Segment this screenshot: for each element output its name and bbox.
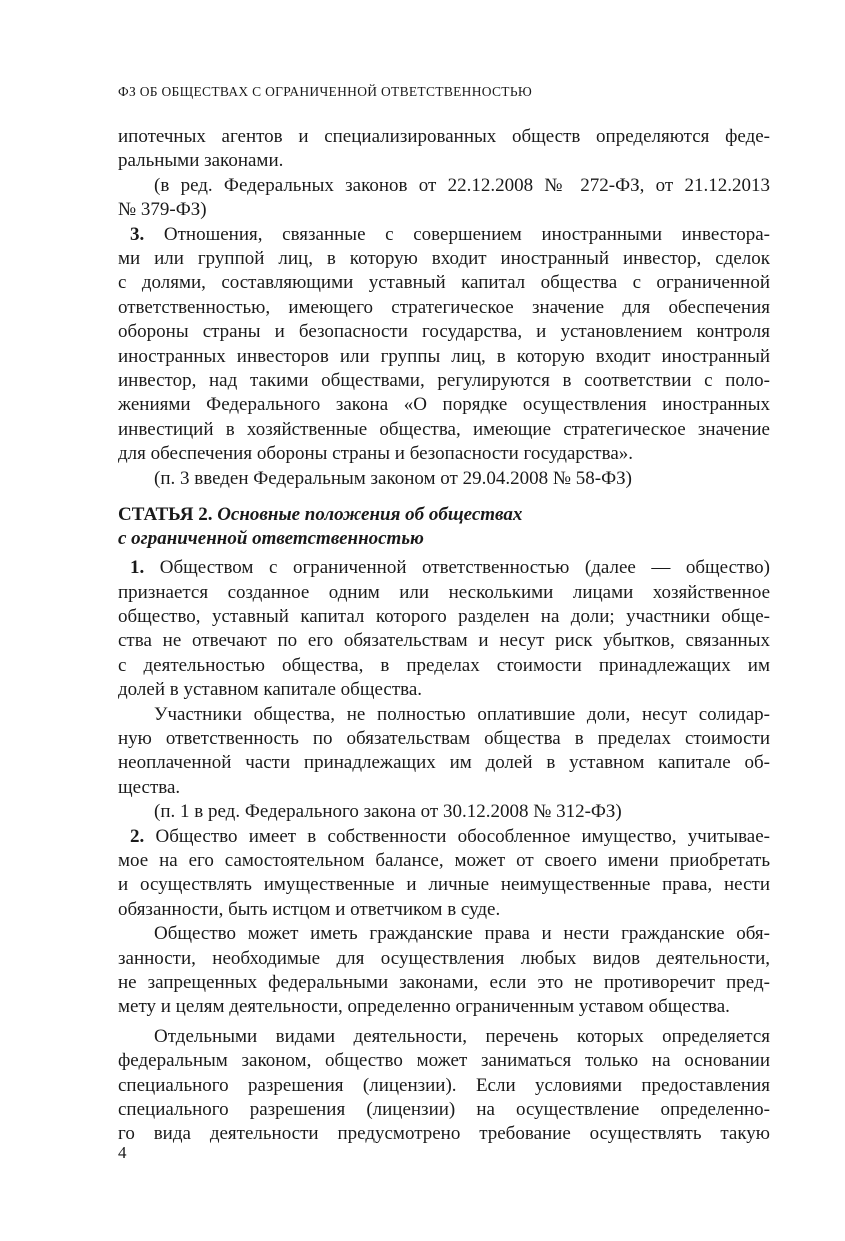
text-line: с долями, составляющими уставный капитал общества с ограниченной (118, 272, 770, 294)
article-title: Основные положения об обществах (217, 504, 523, 526)
text-line: не запрещенных федеральными законами, если это не противоречит пред- (118, 972, 770, 993)
text-line: мое на его самостоятельном балансе, может от своего имени приобретать (118, 849, 770, 871)
text-line: ипотечных агентов и специализированных обществ определяются феде- (118, 126, 770, 147)
text-line: обязанности, быть истцом и ответчиком в суде. (118, 898, 501, 920)
text-line: ную ответственность по обязательствам общества в пределах стоимости (118, 727, 770, 749)
text-line: 2. Общество имеет в собственности обособленное имущество, учитывае- (130, 825, 770, 847)
text-line: жениями Федерального закона «О порядке осуществления иностранных (118, 394, 770, 416)
clause-3 (118, 223, 770, 467)
text-line: признается созданное одним или несколькими лицами хозяйственное (118, 581, 770, 603)
amendment-note (118, 467, 770, 491)
paragraph-continuation (118, 125, 770, 174)
text-line: обороны страны и безопасности государства, и установлением контроля (118, 321, 770, 343)
clause-2 (118, 825, 770, 923)
text-line: общество, уставный капитал которого разделен на доли; участники обще- (118, 605, 770, 627)
text-line: Участники общества, не полностью оплатившие доли, несут солидар- (154, 703, 770, 725)
text-line: специального разрешения (лицензии) на осуществление определенно- (118, 1099, 770, 1121)
page-number: 4 (118, 1143, 127, 1162)
paragraph-licenses (118, 1025, 770, 1147)
clause-number: 3. (130, 223, 145, 245)
text-line: ральными законами. (118, 150, 284, 172)
text-line: № 379-ФЗ) (118, 199, 207, 221)
text-line: специального разрешения (лицензии). Если условиями предоставления (118, 1074, 770, 1096)
text-line: занности, необходимые для осуществления любых видов деятельности, (118, 947, 770, 969)
article-label: СТАТЬЯ 2. (118, 504, 213, 526)
running-header: ФЗ ОБ ОБЩЕСТВАХ С ОГРАНИЧЕННОЙ ОТВЕТСТВЕННОСТЬЮ (118, 84, 533, 99)
paragraph-rights (118, 922, 770, 1020)
text-line: инвестиций в хозяйственные общества, имеющие стратегическое значение (118, 418, 770, 440)
clause-1 (118, 556, 770, 702)
text-line: щества. (118, 776, 181, 798)
clause-number: 1. (130, 557, 145, 579)
text-line: ства не отвечают по его обязательствам и несут риск убытков, связанных (118, 630, 770, 652)
text-line: инвестор, над такими обществами, регулируются в соответствии с поло- (118, 370, 770, 392)
amendment-note (118, 800, 770, 824)
text-line: неоплаченной части принадлежащих им долей в уставном капитале об- (118, 752, 770, 774)
text-line: го вида деятельности предусмотрено требование осуществлять такую (118, 1123, 770, 1145)
text-line: (п. 3 введен Федеральным законом от 29.04.2008 № 58-ФЗ) (154, 467, 632, 489)
text-line: 1. Обществом с ограниченной ответственностью (далее — общество) (130, 557, 770, 579)
text-line: мету и целям деятельности, определенно ограниченным уставом общества. (118, 996, 730, 1018)
text-line: ответственностью, имеющего стратегическое значение для обеспечения (118, 296, 770, 318)
text-line: с деятельностью общества, в пределах стоимости принадлежащих им (118, 654, 770, 676)
text-line: Общество может иметь гражданские права и нести гражданские обя- (154, 923, 770, 945)
article-title-continued: с ограниченной ответственностью (118, 528, 424, 550)
text-line: (в ред. Федеральных законов от 22.12.2008 № 272-ФЗ, от 21.12.2013 (154, 174, 770, 196)
article-heading (118, 503, 770, 551)
text-line: иностранных инвесторов или группы лиц, в которую входит иностранный (118, 345, 770, 367)
text-line: для обеспечения обороны страны и безопасности государства». (118, 443, 634, 465)
text-line: федеральным законом, общество может заниматься только на основании (118, 1050, 770, 1072)
paragraph-participants (118, 703, 770, 801)
text-line: долей в уставном капитале общества. (118, 679, 423, 701)
text-line: Отдельными видами деятельности, перечень которых определяется (154, 1025, 770, 1047)
text-line: ми или группой лиц, в которую входит иностранный инвестор, сделок (118, 248, 770, 270)
document-page (118, 82, 770, 1147)
amendment-note (118, 174, 770, 223)
clause-number: 2. (130, 825, 145, 847)
text-line: 3. Отношения, связанные с совершением иностранными инвестора- (130, 223, 770, 245)
text-line: (п. 1 в ред. Федерального закона от 30.12.2008 № 312-ФЗ) (154, 801, 622, 823)
text-line: и осуществлять имущественные и личные неимущественные права, нести (118, 874, 770, 896)
